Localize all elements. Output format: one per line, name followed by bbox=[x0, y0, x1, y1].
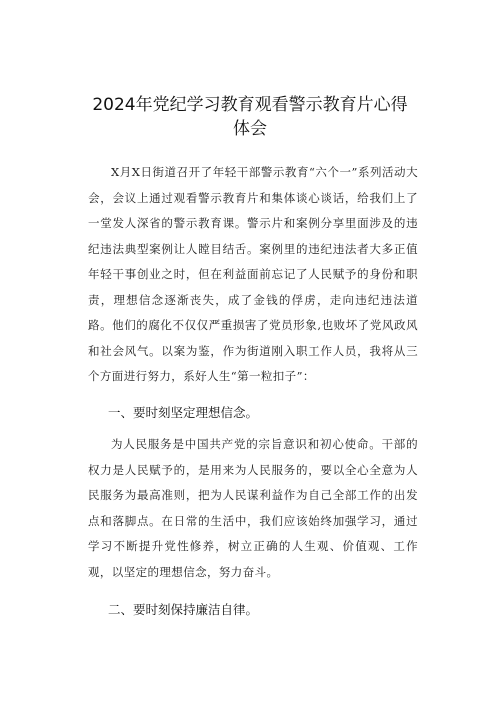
title-line-1: 2024年党纪学习教育观看警示教育片心得 bbox=[92, 95, 408, 115]
section-heading-1: 一、要时刻坚定理想信念。 bbox=[108, 405, 259, 420]
paragraph-intro: X月X日街道召开了年轻干部警示教育“六个一”系列活动大会，会议上通过观看警示教育片和集体谈心谈话，给我们上了一堂发人深省的警示教育课。警示片和案例分享里面涉及的违纪违法典型案例让人瞠目结舌。案例里的违纪违法者大多正值年轻干事创业之时，但在利益面前忘记了人民赋予的身份和职责，理想信念逐渐丧失，成了金钱的俘虏，走向违纪违法道路。他们的腐化不仅仅严重损害了党员形象,也败坏了党风政风和社会风气。以案为鉴，作为街道刚入职工作人员，我将从三个方面进行努力，系好人生“第一粒扣子”： bbox=[88, 165, 418, 383]
paragraph-section-1: 为人民服务是中国共产党的宗旨意识和初心使命。干部的权力是人民赋予的，是用来为人民服务的，要以全心全意为人民服务为最高准则，把为人民谋利益作为自己全部工作的出发点和落脚点。在日常的生活中，我们应该始终加强学习，通过学习不断提升党性修养，树立正确的人生观、价值观、工作观，以坚定的理想信念，努力奋斗。 bbox=[88, 437, 418, 579]
title-line-2: 体会 bbox=[233, 119, 267, 139]
section-heading-2: 二、要时刻保持廉洁自律。 bbox=[108, 602, 259, 617]
document-title bbox=[60, 93, 440, 141]
